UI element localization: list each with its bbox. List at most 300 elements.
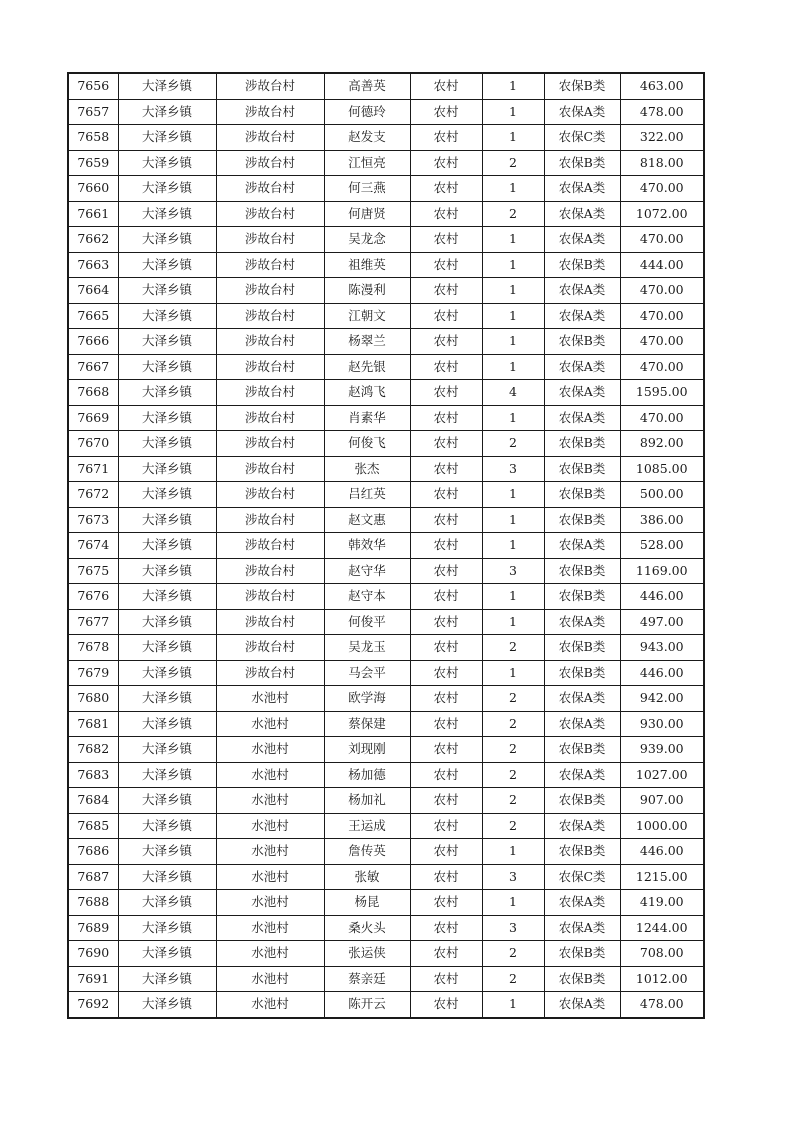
cell-household-type: 农村 (410, 660, 482, 686)
cell-person-count: 2 (482, 711, 544, 737)
cell-person-name: 张运侠 (324, 941, 410, 967)
cell-person-count: 2 (482, 737, 544, 763)
cell-township: 大泽乡镇 (118, 762, 216, 788)
cell-serial-number: 7676 (68, 584, 118, 610)
cell-amount: 1244.00 (620, 915, 704, 941)
cell-person-count: 3 (482, 864, 544, 890)
cell-person-count: 2 (482, 941, 544, 967)
cell-person-name: 杨翠兰 (324, 329, 410, 355)
cell-person-name: 赵文惠 (324, 507, 410, 533)
table-row (68, 201, 704, 227)
cell-amount: 1595.00 (620, 380, 704, 406)
cell-township: 大泽乡镇 (118, 176, 216, 202)
cell-serial-number: 7679 (68, 660, 118, 686)
cell-insurance-category: 农保A类 (544, 227, 620, 253)
cell-township: 大泽乡镇 (118, 788, 216, 814)
cell-village: 涉故台村 (216, 431, 324, 457)
cell-amount: 463.00 (620, 73, 704, 99)
table-row (68, 380, 704, 406)
cell-serial-number: 7662 (68, 227, 118, 253)
cell-village: 涉故台村 (216, 405, 324, 431)
cell-township: 大泽乡镇 (118, 839, 216, 865)
cell-insurance-category: 农保A类 (544, 380, 620, 406)
table-row (68, 558, 704, 584)
cell-village: 涉故台村 (216, 354, 324, 380)
table-row (68, 278, 704, 304)
cell-household-type: 农村 (410, 507, 482, 533)
cell-household-type: 农村 (410, 380, 482, 406)
cell-village: 水池村 (216, 813, 324, 839)
document-page (67, 72, 703, 1019)
cell-insurance-category: 农保A类 (544, 609, 620, 635)
cell-serial-number: 7660 (68, 176, 118, 202)
cell-person-name: 江恒亮 (324, 150, 410, 176)
cell-serial-number: 7659 (68, 150, 118, 176)
cell-village: 水池村 (216, 711, 324, 737)
cell-person-count: 2 (482, 762, 544, 788)
cell-insurance-category: 农保A类 (544, 354, 620, 380)
cell-village: 水池村 (216, 941, 324, 967)
cell-village: 水池村 (216, 737, 324, 763)
cell-amount: 892.00 (620, 431, 704, 457)
cell-township: 大泽乡镇 (118, 201, 216, 227)
cell-amount: 444.00 (620, 252, 704, 278)
cell-insurance-category: 农保B类 (544, 941, 620, 967)
cell-serial-number: 7658 (68, 125, 118, 151)
cell-household-type: 农村 (410, 915, 482, 941)
cell-township: 大泽乡镇 (118, 635, 216, 661)
cell-person-count: 1 (482, 125, 544, 151)
cell-insurance-category: 农保A类 (544, 915, 620, 941)
cell-person-name: 陈漫利 (324, 278, 410, 304)
cell-person-count: 1 (482, 303, 544, 329)
table-row (68, 227, 704, 253)
cell-serial-number: 7691 (68, 966, 118, 992)
cell-amount: 497.00 (620, 609, 704, 635)
cell-household-type: 农村 (410, 405, 482, 431)
table-row (68, 584, 704, 610)
cell-person-name: 杨昆 (324, 890, 410, 916)
cell-person-name: 江朝文 (324, 303, 410, 329)
cell-person-count: 1 (482, 176, 544, 202)
cell-person-name: 赵鸿飞 (324, 380, 410, 406)
cell-amount: 470.00 (620, 303, 704, 329)
cell-serial-number: 7657 (68, 99, 118, 125)
cell-amount: 386.00 (620, 507, 704, 533)
cell-household-type: 农村 (410, 890, 482, 916)
cell-person-count: 2 (482, 813, 544, 839)
cell-amount: 478.00 (620, 99, 704, 125)
cell-township: 大泽乡镇 (118, 915, 216, 941)
cell-village: 水池村 (216, 966, 324, 992)
cell-household-type: 农村 (410, 533, 482, 559)
cell-person-count: 3 (482, 915, 544, 941)
cell-serial-number: 7681 (68, 711, 118, 737)
cell-serial-number: 7677 (68, 609, 118, 635)
cell-village: 涉故台村 (216, 201, 324, 227)
cell-township: 大泽乡镇 (118, 711, 216, 737)
cell-village: 涉故台村 (216, 660, 324, 686)
cell-amount: 818.00 (620, 150, 704, 176)
cell-insurance-category: 农保A类 (544, 813, 620, 839)
cell-serial-number: 7666 (68, 329, 118, 355)
cell-person-count: 1 (482, 278, 544, 304)
cell-township: 大泽乡镇 (118, 941, 216, 967)
table-row (68, 456, 704, 482)
cell-amount: 1027.00 (620, 762, 704, 788)
cell-insurance-category: 农保B类 (544, 839, 620, 865)
cell-person-name: 杨加德 (324, 762, 410, 788)
cell-township: 大泽乡镇 (118, 405, 216, 431)
cell-serial-number: 7678 (68, 635, 118, 661)
cell-township: 大泽乡镇 (118, 354, 216, 380)
cell-person-count: 1 (482, 227, 544, 253)
cell-insurance-category: 农保B类 (544, 788, 620, 814)
cell-insurance-category: 农保A类 (544, 992, 620, 1018)
cell-person-name: 欧学海 (324, 686, 410, 712)
cell-insurance-category: 农保B类 (544, 584, 620, 610)
table-row (68, 762, 704, 788)
cell-insurance-category: 农保B类 (544, 635, 620, 661)
cell-amount: 322.00 (620, 125, 704, 151)
cell-household-type: 农村 (410, 686, 482, 712)
cell-township: 大泽乡镇 (118, 813, 216, 839)
cell-household-type: 农村 (410, 354, 482, 380)
cell-person-name: 祖维英 (324, 252, 410, 278)
cell-household-type: 农村 (410, 329, 482, 355)
cell-insurance-category: 农保A类 (544, 686, 620, 712)
cell-person-name: 何俊飞 (324, 431, 410, 457)
cell-village: 涉故台村 (216, 558, 324, 584)
table-row (68, 966, 704, 992)
table-row (68, 482, 704, 508)
cell-amount: 470.00 (620, 176, 704, 202)
cell-insurance-category: 农保A类 (544, 405, 620, 431)
cell-village: 水池村 (216, 788, 324, 814)
cell-person-name: 吴龙念 (324, 227, 410, 253)
table-row (68, 915, 704, 941)
cell-person-name: 赵守华 (324, 558, 410, 584)
table-row (68, 941, 704, 967)
cell-township: 大泽乡镇 (118, 227, 216, 253)
cell-amount: 500.00 (620, 482, 704, 508)
cell-village: 涉故台村 (216, 99, 324, 125)
cell-serial-number: 7673 (68, 507, 118, 533)
cell-township: 大泽乡镇 (118, 737, 216, 763)
cell-person-count: 2 (482, 686, 544, 712)
cell-insurance-category: 农保A类 (544, 762, 620, 788)
cell-village: 水池村 (216, 762, 324, 788)
cell-amount: 478.00 (620, 992, 704, 1018)
cell-person-name: 赵守本 (324, 584, 410, 610)
cell-serial-number: 7688 (68, 890, 118, 916)
cell-household-type: 农村 (410, 99, 482, 125)
cell-household-type: 农村 (410, 813, 482, 839)
cell-serial-number: 7689 (68, 915, 118, 941)
table-row (68, 99, 704, 125)
cell-household-type: 农村 (410, 201, 482, 227)
relief-roster-table (67, 72, 705, 1019)
cell-person-name: 詹传英 (324, 839, 410, 865)
table-row (68, 737, 704, 763)
cell-household-type: 农村 (410, 456, 482, 482)
cell-township: 大泽乡镇 (118, 992, 216, 1018)
cell-township: 大泽乡镇 (118, 456, 216, 482)
cell-serial-number: 7675 (68, 558, 118, 584)
cell-person-name: 蔡亲廷 (324, 966, 410, 992)
cell-township: 大泽乡镇 (118, 609, 216, 635)
cell-amount: 470.00 (620, 354, 704, 380)
cell-person-count: 3 (482, 456, 544, 482)
cell-person-name: 何德玲 (324, 99, 410, 125)
cell-person-name: 何三燕 (324, 176, 410, 202)
cell-township: 大泽乡镇 (118, 890, 216, 916)
cell-village: 涉故台村 (216, 303, 324, 329)
cell-serial-number: 7665 (68, 303, 118, 329)
table-row (68, 813, 704, 839)
cell-insurance-category: 农保B类 (544, 252, 620, 278)
cell-village: 涉故台村 (216, 482, 324, 508)
cell-insurance-category: 农保B类 (544, 150, 620, 176)
cell-village: 水池村 (216, 686, 324, 712)
cell-serial-number: 7667 (68, 354, 118, 380)
table-row (68, 609, 704, 635)
cell-person-count: 4 (482, 380, 544, 406)
cell-person-name: 陈开云 (324, 992, 410, 1018)
cell-township: 大泽乡镇 (118, 584, 216, 610)
cell-person-count: 1 (482, 890, 544, 916)
table-row (68, 635, 704, 661)
cell-village: 水池村 (216, 864, 324, 890)
cell-serial-number: 7674 (68, 533, 118, 559)
cell-township: 大泽乡镇 (118, 660, 216, 686)
table-row (68, 354, 704, 380)
table-row (68, 864, 704, 890)
cell-township: 大泽乡镇 (118, 252, 216, 278)
cell-serial-number: 7669 (68, 405, 118, 431)
cell-household-type: 农村 (410, 941, 482, 967)
cell-village: 涉故台村 (216, 227, 324, 253)
cell-township: 大泽乡镇 (118, 966, 216, 992)
cell-amount: 907.00 (620, 788, 704, 814)
cell-amount: 1169.00 (620, 558, 704, 584)
cell-serial-number: 7661 (68, 201, 118, 227)
cell-household-type: 农村 (410, 584, 482, 610)
cell-amount: 528.00 (620, 533, 704, 559)
cell-insurance-category: 农保A类 (544, 278, 620, 304)
cell-township: 大泽乡镇 (118, 864, 216, 890)
cell-household-type: 农村 (410, 125, 482, 151)
cell-person-name: 吕红英 (324, 482, 410, 508)
cell-insurance-category: 农保B类 (544, 558, 620, 584)
cell-amount: 470.00 (620, 405, 704, 431)
table-row (68, 252, 704, 278)
cell-amount: 446.00 (620, 660, 704, 686)
cell-insurance-category: 农保A类 (544, 533, 620, 559)
cell-township: 大泽乡镇 (118, 431, 216, 457)
cell-person-count: 2 (482, 966, 544, 992)
cell-insurance-category: 农保B类 (544, 966, 620, 992)
cell-township: 大泽乡镇 (118, 686, 216, 712)
cell-township: 大泽乡镇 (118, 329, 216, 355)
cell-township: 大泽乡镇 (118, 150, 216, 176)
cell-amount: 943.00 (620, 635, 704, 661)
cell-amount: 708.00 (620, 941, 704, 967)
cell-person-count: 1 (482, 252, 544, 278)
cell-serial-number: 7664 (68, 278, 118, 304)
cell-household-type: 农村 (410, 635, 482, 661)
cell-insurance-category: 农保B类 (544, 737, 620, 763)
cell-person-name: 蔡保建 (324, 711, 410, 737)
cell-household-type: 农村 (410, 839, 482, 865)
cell-village: 涉故台村 (216, 533, 324, 559)
cell-household-type: 农村 (410, 176, 482, 202)
cell-person-name: 张杰 (324, 456, 410, 482)
cell-insurance-category: 农保A类 (544, 176, 620, 202)
table-row (68, 686, 704, 712)
cell-person-count: 1 (482, 99, 544, 125)
cell-township: 大泽乡镇 (118, 533, 216, 559)
table-row (68, 405, 704, 431)
cell-insurance-category: 农保A类 (544, 303, 620, 329)
table-row (68, 150, 704, 176)
cell-township: 大泽乡镇 (118, 482, 216, 508)
cell-village: 水池村 (216, 839, 324, 865)
cell-village: 涉故台村 (216, 125, 324, 151)
cell-insurance-category: 农保B类 (544, 431, 620, 457)
table-row (68, 839, 704, 865)
table-row (68, 788, 704, 814)
cell-household-type: 农村 (410, 150, 482, 176)
cell-person-count: 3 (482, 558, 544, 584)
cell-person-name: 韩效华 (324, 533, 410, 559)
cell-household-type: 农村 (410, 303, 482, 329)
cell-amount: 1000.00 (620, 813, 704, 839)
cell-township: 大泽乡镇 (118, 558, 216, 584)
cell-insurance-category: 农保C类 (544, 864, 620, 890)
cell-township: 大泽乡镇 (118, 125, 216, 151)
cell-household-type: 农村 (410, 966, 482, 992)
cell-person-name: 吴龙玉 (324, 635, 410, 661)
cell-person-count: 1 (482, 482, 544, 508)
cell-household-type: 农村 (410, 73, 482, 99)
cell-household-type: 农村 (410, 558, 482, 584)
cell-township: 大泽乡镇 (118, 73, 216, 99)
cell-serial-number: 7690 (68, 941, 118, 967)
table-row (68, 992, 704, 1018)
cell-insurance-category: 农保B类 (544, 507, 620, 533)
cell-amount: 930.00 (620, 711, 704, 737)
cell-person-count: 1 (482, 584, 544, 610)
cell-person-name: 张敏 (324, 864, 410, 890)
cell-person-count: 2 (482, 201, 544, 227)
cell-person-count: 1 (482, 839, 544, 865)
cell-person-count: 1 (482, 992, 544, 1018)
cell-person-count: 2 (482, 788, 544, 814)
table-row (68, 73, 704, 99)
cell-household-type: 农村 (410, 252, 482, 278)
cell-village: 涉故台村 (216, 73, 324, 99)
cell-serial-number: 7683 (68, 762, 118, 788)
cell-amount: 1072.00 (620, 201, 704, 227)
cell-village: 涉故台村 (216, 507, 324, 533)
cell-household-type: 农村 (410, 227, 482, 253)
table-row (68, 329, 704, 355)
cell-household-type: 农村 (410, 482, 482, 508)
cell-person-name: 赵发支 (324, 125, 410, 151)
cell-serial-number: 7686 (68, 839, 118, 865)
cell-serial-number: 7682 (68, 737, 118, 763)
cell-person-name: 桑火头 (324, 915, 410, 941)
cell-serial-number: 7680 (68, 686, 118, 712)
cell-amount: 446.00 (620, 584, 704, 610)
cell-person-count: 1 (482, 507, 544, 533)
table-row (68, 431, 704, 457)
table-row (68, 890, 704, 916)
cell-village: 涉故台村 (216, 252, 324, 278)
cell-insurance-category: 农保B类 (544, 660, 620, 686)
table-body (68, 73, 704, 1018)
cell-household-type: 农村 (410, 864, 482, 890)
cell-village: 涉故台村 (216, 380, 324, 406)
cell-serial-number: 7656 (68, 73, 118, 99)
cell-person-count: 1 (482, 609, 544, 635)
cell-amount: 419.00 (620, 890, 704, 916)
cell-insurance-category: 农保A类 (544, 201, 620, 227)
cell-amount: 1215.00 (620, 864, 704, 890)
cell-serial-number: 7670 (68, 431, 118, 457)
cell-person-count: 1 (482, 329, 544, 355)
cell-household-type: 农村 (410, 788, 482, 814)
cell-amount: 1085.00 (620, 456, 704, 482)
cell-amount: 446.00 (620, 839, 704, 865)
cell-household-type: 农村 (410, 609, 482, 635)
cell-household-type: 农村 (410, 711, 482, 737)
cell-household-type: 农村 (410, 737, 482, 763)
cell-amount: 939.00 (620, 737, 704, 763)
cell-insurance-category: 农保B类 (544, 482, 620, 508)
cell-township: 大泽乡镇 (118, 507, 216, 533)
cell-household-type: 农村 (410, 431, 482, 457)
cell-insurance-category: 农保A类 (544, 99, 620, 125)
cell-person-name: 赵先银 (324, 354, 410, 380)
cell-insurance-category: 农保B类 (544, 73, 620, 99)
cell-amount: 470.00 (620, 227, 704, 253)
cell-village: 涉故台村 (216, 584, 324, 610)
cell-serial-number: 7668 (68, 380, 118, 406)
table-row (68, 125, 704, 151)
cell-serial-number: 7685 (68, 813, 118, 839)
cell-township: 大泽乡镇 (118, 303, 216, 329)
table-row (68, 303, 704, 329)
cell-serial-number: 7684 (68, 788, 118, 814)
cell-village: 水池村 (216, 890, 324, 916)
cell-person-count: 1 (482, 533, 544, 559)
cell-township: 大泽乡镇 (118, 99, 216, 125)
cell-insurance-category: 农保C类 (544, 125, 620, 151)
cell-person-count: 1 (482, 660, 544, 686)
cell-village: 涉故台村 (216, 456, 324, 482)
cell-person-name: 高善英 (324, 73, 410, 99)
cell-amount: 1012.00 (620, 966, 704, 992)
cell-person-name: 马会平 (324, 660, 410, 686)
cell-person-name: 杨加礼 (324, 788, 410, 814)
cell-person-name: 王运成 (324, 813, 410, 839)
cell-person-name: 何唐贤 (324, 201, 410, 227)
cell-person-count: 1 (482, 405, 544, 431)
cell-village: 涉故台村 (216, 609, 324, 635)
cell-insurance-category: 农保B类 (544, 456, 620, 482)
